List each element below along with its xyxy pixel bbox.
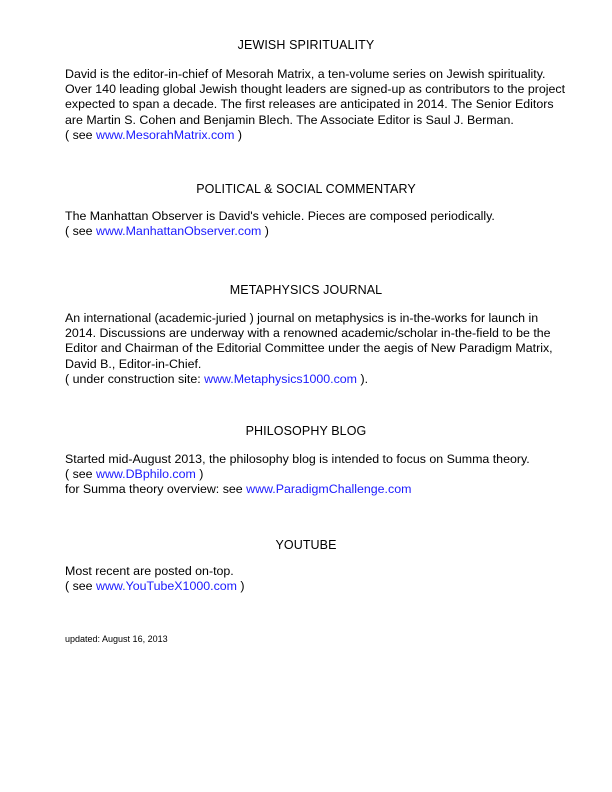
section-metaphysics-journal	[65, 311, 565, 387]
body-line: 2014. Discussions are underway with a renowned academic/scholar in-the-field to be the	[65, 326, 551, 341]
section-jewish-spirituality	[65, 67, 565, 143]
paradigm-challenge-link[interactable]: www.ParadigmChallenge.com	[246, 482, 412, 497]
youtubex1000-link[interactable]: www.YouTubeX1000.com	[96, 579, 237, 594]
body-line: An international (academic-juried ) journal on metaphysics is in-the-works for launch in	[65, 311, 539, 325]
see-line	[65, 579, 565, 594]
body-line: The Manhattan Observer is David's vehicle. Pieces are composed periodically.	[65, 209, 495, 223]
overview-line	[65, 482, 565, 497]
body-line: Started mid-August 2013, the philosophy blog is intended to focus on Summa theory.	[65, 452, 530, 466]
see-suffix: )	[234, 127, 242, 142]
body-line: expected to span a decade. The first releases are anticipated in 2014. The Senior Editors	[65, 97, 554, 112]
body-line: are Martin S. Cohen and Benjamin Blech. The Associate Editor is Saul J. Berman.	[65, 112, 514, 127]
see-prefix: ( under construction site:	[65, 371, 205, 386]
see-suffix: )	[195, 467, 204, 482]
overview-prefix: for Summa theory overview: see	[65, 482, 247, 497]
heading-philosophy-blog: PHILOSOPHY BLOG	[245, 424, 367, 438]
see-line	[65, 224, 565, 239]
updated-date: updated: August 16, 2013	[65, 634, 168, 644]
see-line	[65, 372, 565, 387]
see-prefix: ( see	[65, 127, 96, 142]
metaphysics1000-link[interactable]: www.Metaphysics1000.com	[204, 371, 358, 386]
manhattan-observer-link[interactable]: www.ManhattanObserver.com	[96, 224, 262, 239]
body-line: Most recent are posted on-top.	[65, 564, 234, 578]
heading-political-social-commentary: POLITICAL & SOCIAL COMMENTARY	[196, 182, 416, 196]
heading-metaphysics-journal: METAPHYSICS JOURNAL	[229, 283, 383, 297]
see-prefix: ( see	[65, 579, 96, 594]
heading-youtube: YOUTUBE	[275, 538, 337, 552]
body-line: Over 140 leading global Jewish thought leaders are signed-up as contributors to the project	[65, 82, 566, 97]
see-prefix: ( see	[65, 224, 96, 239]
body-line: David B., Editor-in-Chief.	[65, 356, 202, 371]
heading-jewish-spirituality: JEWISH SPIRITUALITY	[237, 38, 375, 52]
see-suffix: )	[236, 579, 245, 594]
mesorah-matrix-link[interactable]: www.MesorahMatrix.com	[96, 127, 235, 142]
section-political-commentary	[65, 209, 565, 239]
dbphilo-link[interactable]: www.DBphilo.com	[96, 467, 196, 482]
body-line: Editor and Chairman of the Editorial Committee under the aegis of New Paradigm Matrix,	[65, 341, 553, 356]
see-line	[65, 128, 565, 143]
see-suffix: )	[261, 224, 269, 239]
see-line	[65, 467, 565, 482]
section-youtube	[65, 564, 565, 594]
see-prefix: ( see	[65, 467, 96, 482]
body-line: David is the editor-in-chief of Mesorah Matrix, a ten-volume series on Jewish spirituality.	[65, 67, 546, 81]
see-suffix: ).	[357, 371, 369, 386]
section-philosophy-blog	[65, 452, 565, 498]
